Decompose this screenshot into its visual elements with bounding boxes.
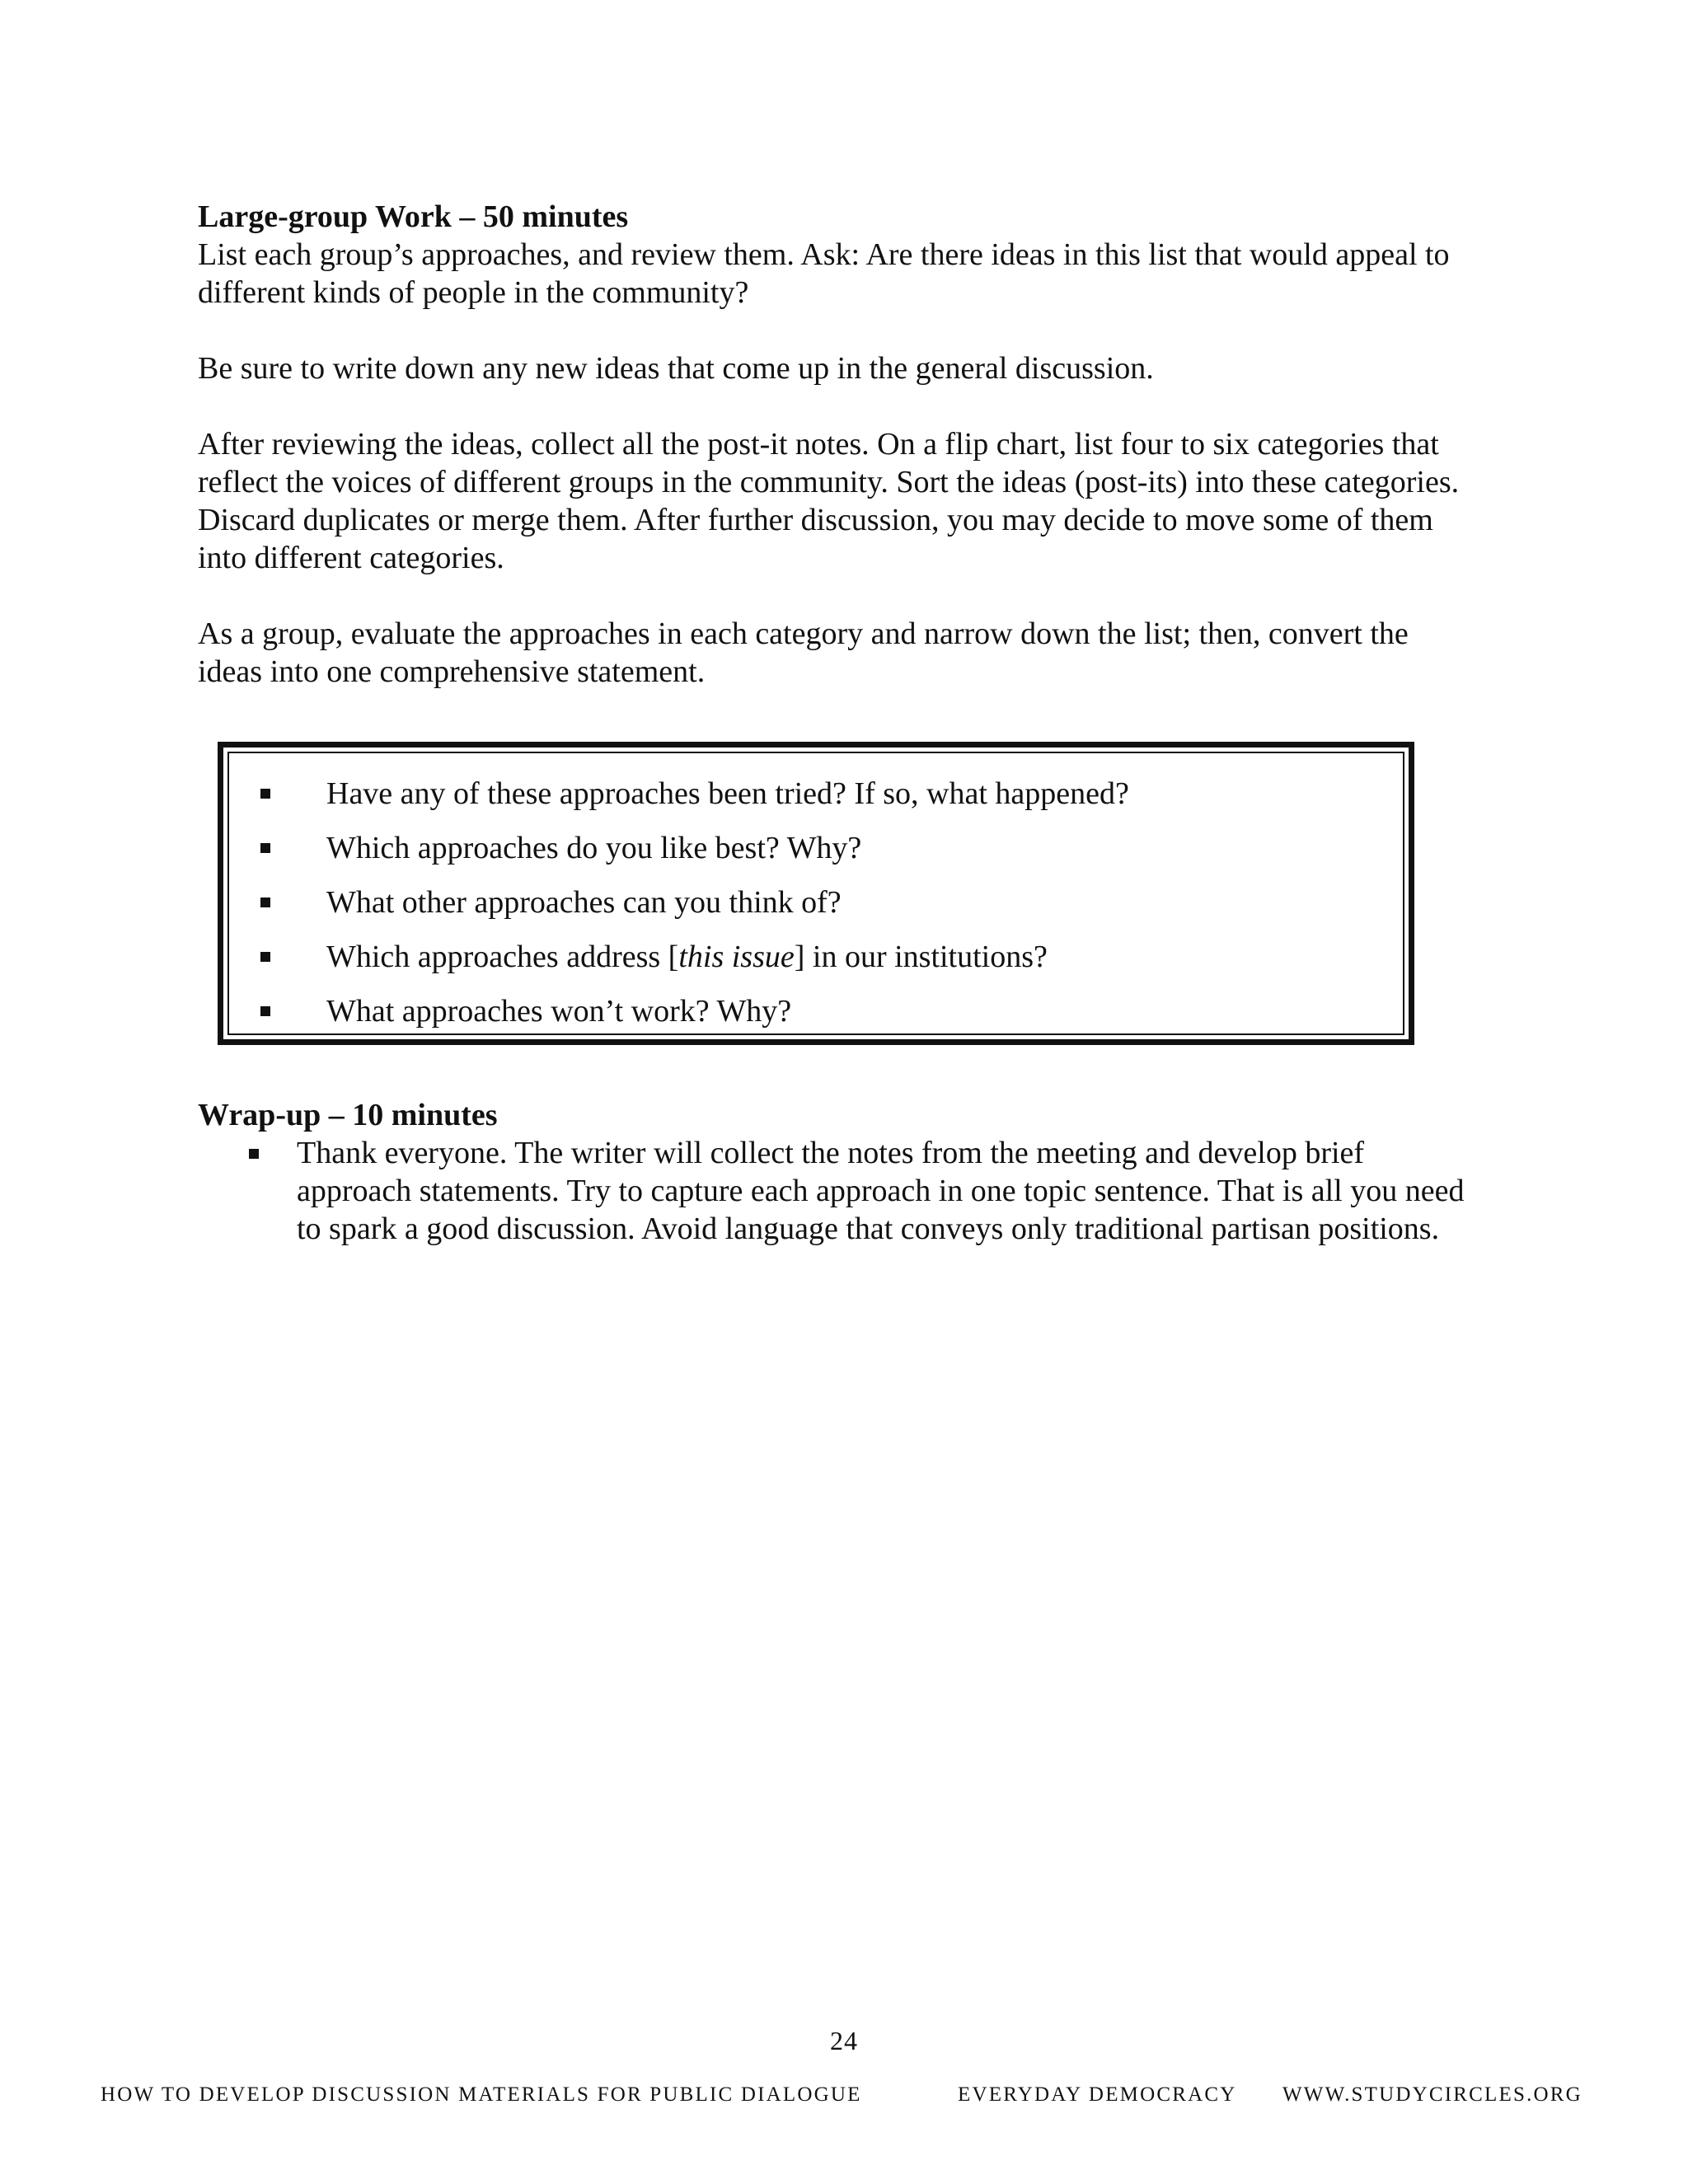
large-group-paragraph-1: List each group’s approaches, and review them. Ask: Are there ideas in this list that would appeal to different kinds of people in the community?: [198, 237, 1450, 310]
wrap-up-section: [198, 1096, 1467, 1248]
square-bullet-icon: [260, 898, 270, 907]
square-bullet-icon: [260, 952, 270, 962]
wrap-up-item: [198, 1134, 1467, 1248]
questions-box: [218, 742, 1414, 1045]
square-bullet-icon: [249, 1149, 259, 1159]
question-text: What approaches won’t work? Why?: [326, 994, 792, 1029]
list-item: [260, 766, 1129, 821]
question-text: What other approaches can you think of?: [326, 885, 842, 920]
large-group-section: [198, 198, 1467, 729]
question-placeholder-italic: this issue: [678, 940, 795, 974]
large-group-paragraph-4: As a group, evaluate the approaches in each category and narrow down the list; then, convert the ideas into one comprehensive statement.: [198, 616, 1409, 689]
questions-list: [260, 766, 1129, 1038]
square-bullet-icon: [260, 843, 270, 853]
footer-title: HOW TO DEVELOP DISCUSSION MATERIALS FOR PUBLIC DIALOGUE: [101, 2083, 862, 2106]
question-text-end: ] in our institutions?: [794, 940, 1048, 974]
question-text: Have any of these approaches been tried? If so, what happened?: [326, 776, 1129, 811]
list-item: [260, 821, 1129, 875]
large-group-heading: Large-group Work – 50 minutes: [198, 199, 629, 234]
square-bullet-icon: [260, 789, 270, 799]
large-group-paragraph-2: Be sure to write down any new ideas that come up in the general discussion.: [198, 351, 1154, 386]
wrap-up-item-text: Thank everyone. The writer will collect the notes from the meeting and develop brief approach statements. Try to capture each approach in one topic sentence. That is all you need to spark a good discussion. Avoid language that conveys only traditional partisan positions.: [297, 1136, 1465, 1246]
questions-box-inner-border: [227, 752, 1404, 1035]
list-item: [260, 984, 1129, 1038]
page-number: 24: [830, 2026, 858, 2055]
list-item: [260, 875, 1129, 930]
footer-organization: EVERYDAY DEMOCRACY: [958, 2083, 1237, 2106]
list-item: [260, 930, 1129, 984]
question-text-start: Which approaches address [: [326, 940, 679, 974]
large-group-paragraph-3: After reviewing the ideas, collect all the post-it notes. On a flip chart, list four to six categories that reflect the voices of different groups in the community. Sort the ideas (post-its) into these categories. Discard duplicates or merge them. After further discussion, you may decide to move some of them into different categories.: [198, 427, 1460, 575]
square-bullet-icon: [260, 1006, 270, 1016]
wrap-up-heading: Wrap-up – 10 minutes: [198, 1098, 498, 1132]
question-text: Which approaches do you like best? Why?: [326, 831, 862, 865]
footer-website: WWW.STUDYCIRCLES.ORG: [1282, 2083, 1582, 2106]
